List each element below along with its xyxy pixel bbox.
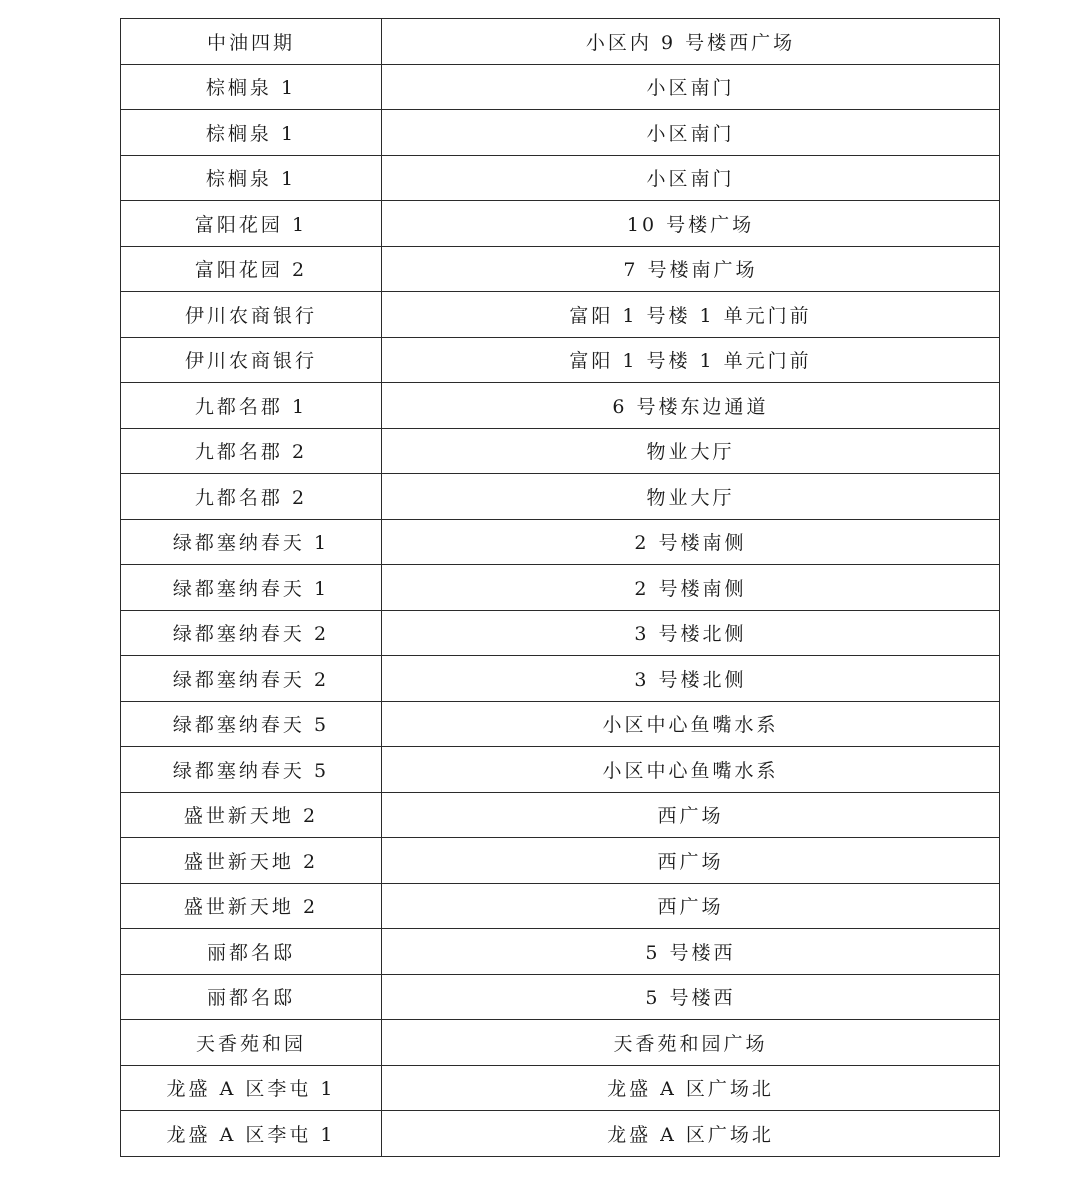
table-row — [121, 883, 1000, 929]
table-row — [121, 701, 1000, 747]
sampling-site-table — [120, 18, 1000, 1157]
location-cell: 7 号楼南广场 — [382, 246, 1000, 292]
table-row — [121, 292, 1000, 338]
table-row — [121, 792, 1000, 838]
site-name-cell: 绿都塞纳春天 2 — [121, 656, 382, 702]
table-row — [121, 155, 1000, 201]
location-cell: 龙盛 A 区广场北 — [382, 1111, 1000, 1157]
table-row — [121, 474, 1000, 520]
site-name-cell: 伊川农商银行 — [121, 337, 382, 383]
location-cell: 小区南门 — [382, 64, 1000, 110]
table-row — [121, 64, 1000, 110]
site-name-cell: 伊川农商银行 — [121, 292, 382, 338]
site-name-cell: 九都名郡 2 — [121, 474, 382, 520]
location-cell: 2 号楼南侧 — [382, 519, 1000, 565]
site-name-cell: 绿都塞纳春天 1 — [121, 565, 382, 611]
site-name-cell: 绿都塞纳春天 2 — [121, 610, 382, 656]
location-cell: 小区中心鱼嘴水系 — [382, 747, 1000, 793]
site-name-cell: 棕榈泉 1 — [121, 64, 382, 110]
table-row — [121, 337, 1000, 383]
site-name-cell: 绿都塞纳春天 5 — [121, 701, 382, 747]
site-name-cell: 富阳花园 1 — [121, 201, 382, 247]
site-name-cell: 龙盛 A 区李屯 1 — [121, 1111, 382, 1157]
table-row — [121, 383, 1000, 429]
table-row — [121, 1065, 1000, 1111]
location-cell: 5 号楼西 — [382, 929, 1000, 975]
site-name-cell: 丽都名邸 — [121, 929, 382, 975]
table-row — [121, 838, 1000, 884]
table-row — [121, 519, 1000, 565]
location-cell: 富阳 1 号楼 1 单元门前 — [382, 337, 1000, 383]
location-cell: 天香苑和园广场 — [382, 1020, 1000, 1066]
table-row — [121, 610, 1000, 656]
location-cell: 西广场 — [382, 792, 1000, 838]
site-name-cell: 九都名郡 1 — [121, 383, 382, 429]
table-row — [121, 19, 1000, 65]
location-cell: 小区南门 — [382, 110, 1000, 156]
site-name-cell: 天香苑和园 — [121, 1020, 382, 1066]
table-row — [121, 1020, 1000, 1066]
sampling-site-table-container — [120, 18, 999, 1157]
site-name-cell: 盛世新天地 2 — [121, 883, 382, 929]
table-row — [121, 974, 1000, 1020]
location-cell: 富阳 1 号楼 1 单元门前 — [382, 292, 1000, 338]
table-body — [121, 19, 1000, 1157]
site-name-cell: 棕榈泉 1 — [121, 110, 382, 156]
table-row — [121, 565, 1000, 611]
table-row — [121, 428, 1000, 474]
location-cell: 3 号楼北侧 — [382, 610, 1000, 656]
location-cell: 10 号楼广场 — [382, 201, 1000, 247]
table-row — [121, 929, 1000, 975]
site-name-cell: 盛世新天地 2 — [121, 792, 382, 838]
location-cell: 龙盛 A 区广场北 — [382, 1065, 1000, 1111]
table-row — [121, 747, 1000, 793]
site-name-cell: 富阳花园 2 — [121, 246, 382, 292]
location-cell: 2 号楼南侧 — [382, 565, 1000, 611]
location-cell: 物业大厅 — [382, 474, 1000, 520]
location-cell: 3 号楼北侧 — [382, 656, 1000, 702]
site-name-cell: 绿都塞纳春天 1 — [121, 519, 382, 565]
location-cell: 5 号楼西 — [382, 974, 1000, 1020]
location-cell: 小区中心鱼嘴水系 — [382, 701, 1000, 747]
site-name-cell: 丽都名邸 — [121, 974, 382, 1020]
table-row — [121, 201, 1000, 247]
location-cell: 西广场 — [382, 883, 1000, 929]
site-name-cell: 中油四期 — [121, 19, 382, 65]
site-name-cell: 九都名郡 2 — [121, 428, 382, 474]
location-cell: 6 号楼东边通道 — [382, 383, 1000, 429]
site-name-cell: 盛世新天地 2 — [121, 838, 382, 884]
table-row — [121, 656, 1000, 702]
site-name-cell: 龙盛 A 区李屯 1 — [121, 1065, 382, 1111]
site-name-cell: 绿都塞纳春天 5 — [121, 747, 382, 793]
location-cell: 物业大厅 — [382, 428, 1000, 474]
location-cell: 小区南门 — [382, 155, 1000, 201]
location-cell: 小区内 9 号楼西广场 — [382, 19, 1000, 65]
table-row — [121, 246, 1000, 292]
table-row — [121, 110, 1000, 156]
table-row — [121, 1111, 1000, 1157]
location-cell: 西广场 — [382, 838, 1000, 884]
site-name-cell: 棕榈泉 1 — [121, 155, 382, 201]
